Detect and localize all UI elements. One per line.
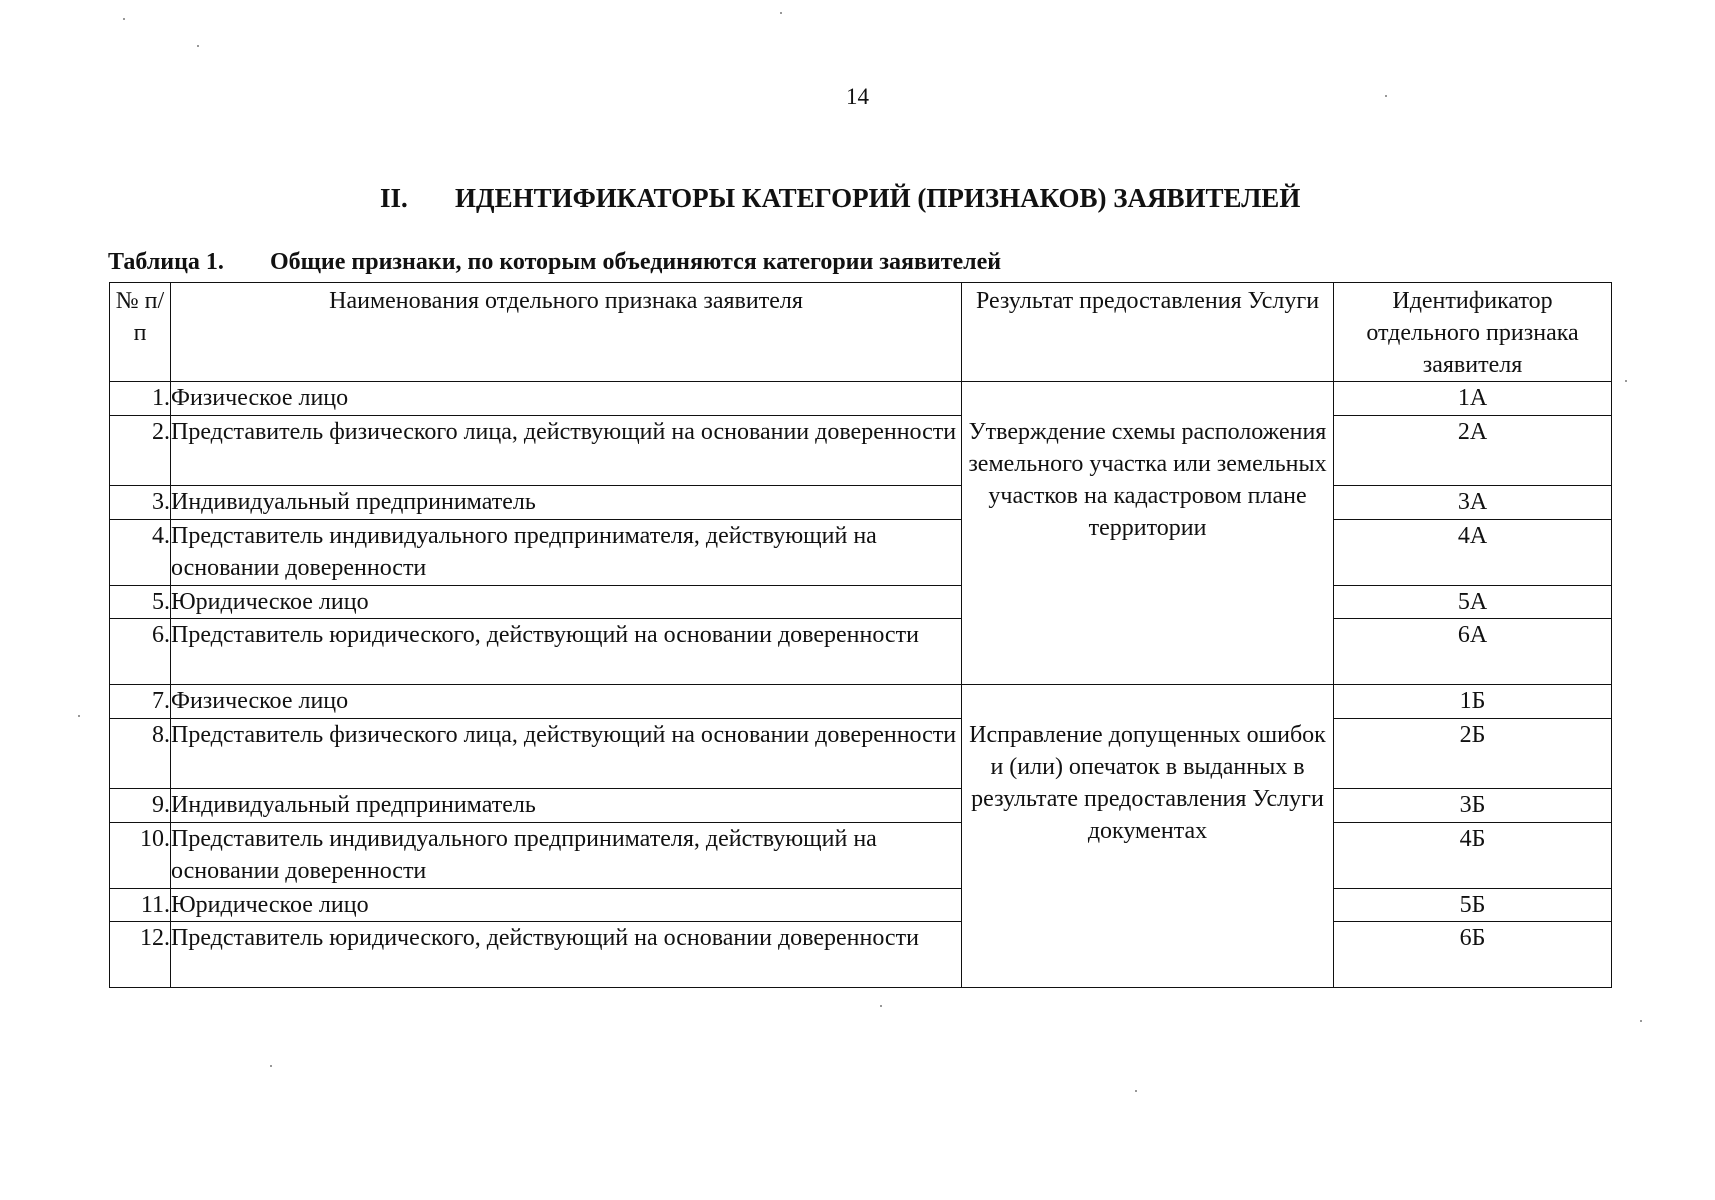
row-num: 11.	[110, 889, 171, 922]
table-row	[110, 619, 1612, 685]
row-name: Представитель индивидуального предпринимателя, действующий на основании доверенности	[171, 823, 962, 889]
row-ident: 5А	[1334, 586, 1612, 619]
row-ident: 6А	[1334, 619, 1612, 685]
row-name: Физическое лицо	[171, 382, 962, 416]
scan-speck	[197, 45, 199, 47]
table-row	[110, 382, 1612, 416]
section-heading	[380, 183, 1300, 214]
table-row	[110, 889, 1612, 922]
row-num: 12.	[110, 922, 171, 988]
table-row	[110, 789, 1612, 823]
table-row	[110, 823, 1612, 889]
row-num: 9.	[110, 789, 171, 823]
row-num: 10.	[110, 823, 171, 889]
header-result: Результат предоставления Услуги	[962, 283, 1334, 382]
row-name: Юридическое лицо	[171, 586, 962, 619]
table-row	[110, 486, 1612, 520]
page-number: 14	[846, 84, 869, 109]
row-num: 7.	[110, 685, 171, 719]
row-num: 3.	[110, 486, 171, 520]
row-ident: 1Б	[1334, 685, 1612, 719]
row-name: Юридическое лицо	[171, 889, 962, 922]
table-row	[110, 586, 1612, 619]
table-caption	[108, 250, 1001, 274]
row-num: 4.	[110, 520, 171, 586]
row-num: 5.	[110, 586, 171, 619]
row-name: Представитель индивидуального предпринимателя, действующий на основании доверенности	[171, 520, 962, 586]
table-caption-text: Общие признаки, по которым объединяются категории заявителей	[270, 249, 1002, 275]
row-ident: 4А	[1334, 520, 1612, 586]
row-name: Индивидуальный предприниматель	[171, 789, 962, 823]
row-name: Индивидуальный предприниматель	[171, 486, 962, 520]
scan-speck	[1625, 380, 1627, 382]
header-ident: Идентификатор отдельного признака заявителя	[1334, 283, 1612, 382]
row-num: 1.	[110, 382, 171, 416]
table-row	[110, 685, 1612, 719]
scan-speck	[880, 1005, 882, 1007]
table-row	[110, 416, 1612, 486]
row-ident: 4Б	[1334, 823, 1612, 889]
scan-speck	[780, 12, 782, 14]
scan-speck	[1385, 95, 1387, 97]
table-row	[110, 922, 1612, 988]
row-num: 2.	[110, 416, 171, 486]
section-roman-numeral: II.	[380, 183, 408, 213]
row-num: 6.	[110, 619, 171, 685]
table-row	[110, 719, 1612, 789]
applicant-categories-table	[109, 282, 1612, 988]
row-name: Представитель юридического, действующий на основании доверенности	[171, 922, 962, 988]
table-row	[110, 520, 1612, 586]
scan-speck	[1135, 1090, 1137, 1092]
row-ident: 5Б	[1334, 889, 1612, 922]
row-ident: 1А	[1334, 382, 1612, 416]
section-title: ИДЕНТИФИКАТОРЫ КАТЕГОРИЙ (ПРИЗНАКОВ) ЗАЯВИТЕЛЕЙ	[455, 183, 1301, 213]
header-name: Наименования отдельного признака заявителя	[171, 283, 962, 382]
scan-speck	[270, 1065, 272, 1067]
row-name: Представитель юридического, действующий на основании доверенности	[171, 619, 962, 685]
row-num: 8.	[110, 719, 171, 789]
row-ident: 6Б	[1334, 922, 1612, 988]
scan-speck	[1640, 1020, 1642, 1022]
result-cell: Исправление допущенных ошибок и (или) опечаток в выданных в результате предоставления Услуги документах	[962, 685, 1334, 988]
row-ident: 2А	[1334, 416, 1612, 486]
scan-speck	[123, 18, 125, 20]
table-caption-label: Таблица 1.	[108, 249, 224, 275]
row-name: Представитель физического лица, действующий на основании доверенности	[171, 719, 962, 789]
row-ident: 3А	[1334, 486, 1612, 520]
table-header-row	[110, 283, 1612, 382]
row-ident: 3Б	[1334, 789, 1612, 823]
scan-speck	[78, 715, 80, 717]
row-name: Физическое лицо	[171, 685, 962, 719]
header-num: № п/п	[110, 283, 171, 382]
row-name: Представитель физического лица, действующий на основании доверенности	[171, 416, 962, 486]
result-cell: Утверждение схемы расположения земельного участка или земельных участков на кадастровом плане территории	[962, 382, 1334, 685]
row-ident: 2Б	[1334, 719, 1612, 789]
